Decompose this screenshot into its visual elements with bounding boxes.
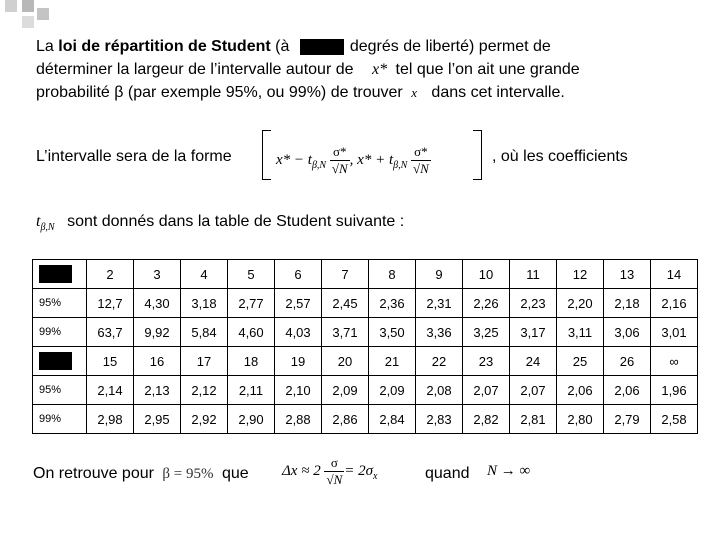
table-cell: 63,7 <box>87 318 134 347</box>
table-cell: 1,96 <box>651 376 698 405</box>
x-star-symbol: x* <box>371 61 388 78</box>
table-row <box>33 347 698 376</box>
formula-sub: β,N <box>311 159 327 171</box>
table-header-cell: 26 <box>604 347 651 376</box>
sigma-sub: x <box>373 470 378 482</box>
table-cell: 5,84 <box>181 318 228 347</box>
table-cell: 2,14 <box>87 376 134 405</box>
deco-square <box>22 16 34 28</box>
footer-fraction <box>324 455 344 488</box>
limit-expression: N → ∞ <box>487 463 531 479</box>
table-cell: 2,31 <box>416 289 463 318</box>
table-cell: 2,23 <box>510 289 557 318</box>
student-table <box>32 259 698 434</box>
table-cell: 2,12 <box>181 376 228 405</box>
table-header-cell: 21 <box>369 347 416 376</box>
table-cell: 2,57 <box>275 289 322 318</box>
delta-expression: Δx ≈ 2 <box>282 462 321 479</box>
frac-den: √N <box>326 472 343 487</box>
table-cell: 2,08 <box>416 376 463 405</box>
table-cell: 3,71 <box>322 318 369 347</box>
table-cell: 2,77 <box>228 289 275 318</box>
table-cell: 2,95 <box>134 405 181 434</box>
table-cell: 3,06 <box>604 318 651 347</box>
table-cell: 2,83 <box>416 405 463 434</box>
frac-den: √N <box>413 161 429 176</box>
table-cell: 4,30 <box>134 289 181 318</box>
footer-line <box>33 462 249 486</box>
table-cell: 2,13 <box>134 376 181 405</box>
interval-formula <box>262 130 482 180</box>
table-cell: 2,79 <box>604 405 651 434</box>
table-header-cell: 7 <box>322 260 369 289</box>
table-header-cell: 2 <box>87 260 134 289</box>
table-cell: 3,18 <box>181 289 228 318</box>
table-cell: 2,98 <box>87 405 134 434</box>
table-cell: 2,26 <box>463 289 510 318</box>
table-cell: 3,17 <box>510 318 557 347</box>
table-header-cell: 23 <box>463 347 510 376</box>
table-cell: 2,88 <box>275 405 322 434</box>
table-cell: 2,06 <box>604 376 651 405</box>
table-cell: 2,81 <box>510 405 557 434</box>
formula-body <box>276 144 431 177</box>
redacted-box <box>300 39 344 55</box>
deco-square <box>22 0 34 12</box>
intro-text: (à <box>270 38 290 55</box>
table-row <box>33 318 698 347</box>
t-sub: β,N <box>40 222 55 234</box>
table-cell: 2,86 <box>322 405 369 434</box>
table-cell: 2,07 <box>463 376 510 405</box>
table-cell: 2,07 <box>510 376 557 405</box>
sigma-expression: = 2σ <box>344 462 374 479</box>
footer-quand: quand <box>425 465 470 482</box>
table-cell: 4,60 <box>228 318 275 347</box>
table-cell: 2,58 <box>651 405 698 434</box>
table-cell: 12,7 <box>87 289 134 318</box>
row-header-redacted <box>33 347 87 376</box>
table-cell: 2,90 <box>228 405 275 434</box>
table-cell: 2,09 <box>322 376 369 405</box>
intro-text: degrés de liberté) permet de <box>349 38 551 55</box>
intro-bold-term: loi de répartition de Student <box>58 38 271 55</box>
frac-num: σ* <box>330 144 350 161</box>
table-header-cell: 8 <box>369 260 416 289</box>
table-header-cell: 17 <box>181 347 228 376</box>
row-header-probability: 95% <box>33 376 87 405</box>
table-cell: 2,16 <box>651 289 698 318</box>
intro-text: probabilité β (par exemple 95%, ou 99%) de trouver <box>36 84 403 101</box>
table-header-cell: 13 <box>604 260 651 289</box>
table-cell: 9,92 <box>134 318 181 347</box>
table-cell: 4,03 <box>275 318 322 347</box>
table-row <box>33 405 698 434</box>
x-symbol: x <box>411 85 417 100</box>
table-cell: 2,10 <box>275 376 322 405</box>
beta-expression: β = 95% <box>162 466 214 482</box>
redacted-box <box>39 265 72 283</box>
coeff-text: sont donnés dans la table de Student suivante : <box>67 213 405 230</box>
interval-label: L’intervalle sera de la forme <box>36 148 232 165</box>
table-row <box>33 260 698 289</box>
row-header-redacted <box>33 260 87 289</box>
intro-text: tel que l’on ait une grande <box>395 61 580 78</box>
formula-term: x* − t <box>276 151 312 168</box>
formula-fraction <box>411 144 431 177</box>
intro-text: dans cet intervalle. <box>431 84 565 101</box>
row-header-probability: 95% <box>33 289 87 318</box>
table-header-cell: 10 <box>463 260 510 289</box>
table-cell: 2,11 <box>228 376 275 405</box>
footer-text: que <box>221 465 249 482</box>
frac-num: σ* <box>411 144 431 161</box>
table-cell: 3,50 <box>369 318 416 347</box>
footer-formula <box>282 455 378 488</box>
intro-line-2 <box>36 58 580 81</box>
table-cell: 3,11 <box>557 318 604 347</box>
deco-square <box>37 8 49 20</box>
table-header-cell: 4 <box>181 260 228 289</box>
table-header-cell: 15 <box>87 347 134 376</box>
table-cell: 2,92 <box>181 405 228 434</box>
table-cell: 2,18 <box>604 289 651 318</box>
formula-term: , x* + t <box>349 151 394 168</box>
table-cell: 2,09 <box>369 376 416 405</box>
table-header-cell: 3 <box>134 260 181 289</box>
redacted-box <box>39 352 72 370</box>
bracket-right <box>473 130 482 180</box>
table-header-cell: 12 <box>557 260 604 289</box>
intro-line-3 <box>36 81 565 104</box>
t-symbol: t <box>36 213 41 230</box>
table-cell: 2,82 <box>463 405 510 434</box>
table-header-cell: 25 <box>557 347 604 376</box>
table-header-cell: 14 <box>651 260 698 289</box>
table-cell: 2,06 <box>557 376 604 405</box>
formula-sub: β,N <box>393 159 408 171</box>
table-cell: 2,20 <box>557 289 604 318</box>
bracket-left <box>262 130 271 180</box>
interval-suffix: , où les coefficients <box>492 148 628 165</box>
intro-text: La <box>36 38 59 55</box>
table-cell: 3,25 <box>463 318 510 347</box>
table-cell: 2,84 <box>369 405 416 434</box>
table-header-cell: 16 <box>134 347 181 376</box>
table-cell: 3,01 <box>651 318 698 347</box>
deco-square <box>5 0 17 12</box>
table-header-cell: 11 <box>510 260 557 289</box>
coeff-line <box>36 210 404 239</box>
intro-line-1 <box>36 35 551 58</box>
table-cell: 2,80 <box>557 405 604 434</box>
row-header-probability: 99% <box>33 405 87 434</box>
table-header-cell: 19 <box>275 347 322 376</box>
frac-num: σ <box>324 455 344 472</box>
table-cell: 2,36 <box>369 289 416 318</box>
frac-den: √N <box>331 161 348 176</box>
table-header-cell: 9 <box>416 260 463 289</box>
table-cell: 2,45 <box>322 289 369 318</box>
table-header-cell: ∞ <box>651 347 698 376</box>
formula-fraction <box>330 144 350 177</box>
table-header-cell: 18 <box>228 347 275 376</box>
table-cell: 3,36 <box>416 318 463 347</box>
table-header-cell: 24 <box>510 347 557 376</box>
table-header-cell: 22 <box>416 347 463 376</box>
table-body <box>33 260 698 434</box>
intro-text: déterminer la largeur de l’intervalle autour de <box>36 61 354 78</box>
footer-text: On retrouve pour <box>33 465 154 482</box>
table-header-cell: 6 <box>275 260 322 289</box>
table-header-cell: 5 <box>228 260 275 289</box>
table-header-cell: 20 <box>322 347 369 376</box>
table-row <box>33 289 698 318</box>
row-header-probability: 99% <box>33 318 87 347</box>
table-row <box>33 376 698 405</box>
